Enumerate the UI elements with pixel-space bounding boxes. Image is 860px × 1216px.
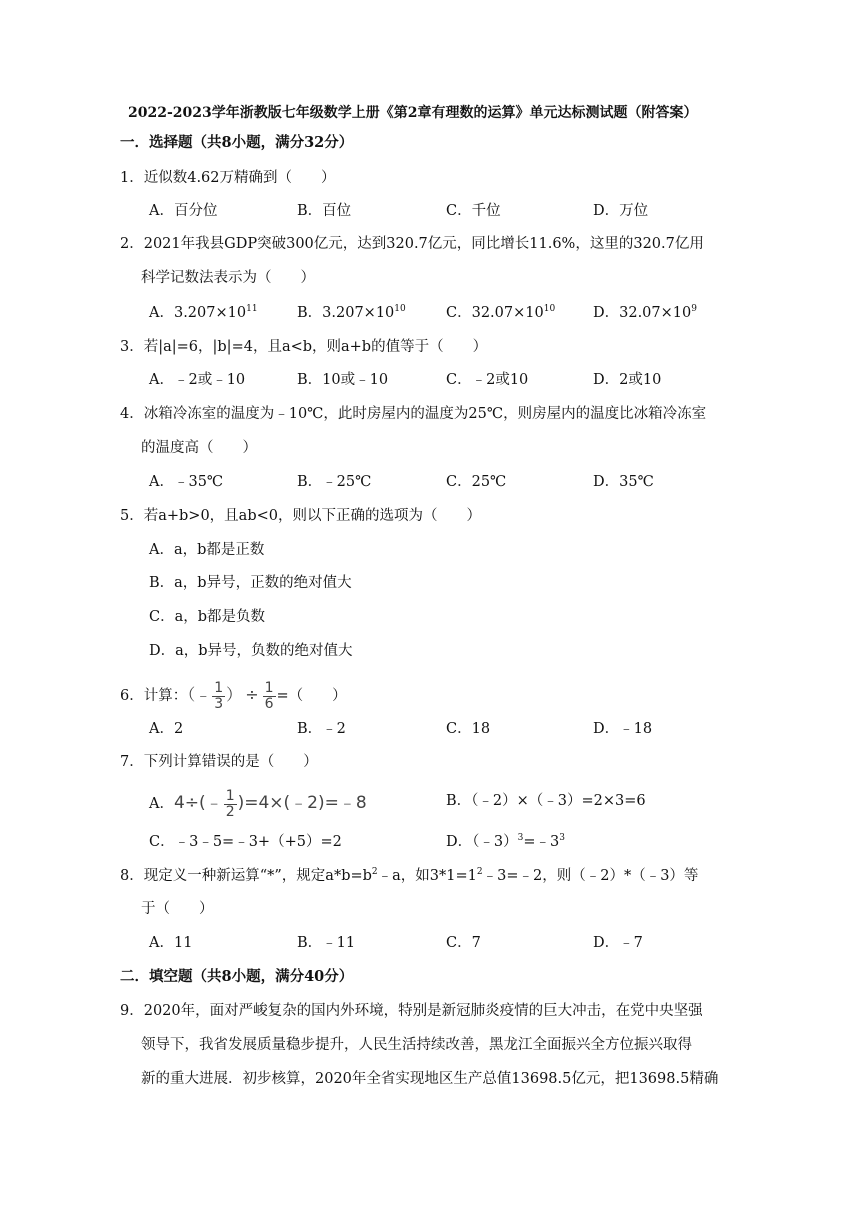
q6-option-c: C．18 [446,721,491,737]
q5-option-b: B．a，b异号，正数的绝对值大 [149,575,352,591]
q3-option-d: D．2或10 [593,372,662,388]
q4-option-b: B．﹣25℃ [297,474,372,490]
q5-option-c: C．a，b都是负数 [149,609,266,625]
q2-stem-line2: 科学记数法表示为（ ） [141,270,315,286]
q3-stem: 3．若|a|=6，|b|=4，且a<b，则a+b的值等于（ ） [120,339,488,355]
q2-option-a: A．$3.207\times 10^{11}$ [149,304,258,321]
q7-option-b: B．（﹣2）×（﹣3）=2×3=6 [446,793,646,809]
q7-option-c: C．﹣3﹣5=﹣3+（+5）=2 [149,834,342,850]
section-heading-choice: 一．选择题（共8小题，满分32分） [120,134,354,151]
q4-option-c: C．25℃ [446,474,507,490]
q6-option-b: B．﹣2 [297,721,346,737]
q1-option-d: D．万位 [593,203,649,219]
q4-stem-line1: 4．冰箱冷冻室的温度为﹣10℃，此时房屋内的温度为25℃，则房屋内的温度比冰箱冷冻室 [120,406,707,422]
q4-option-a: A．﹣35℃ [149,474,224,490]
q3-option-a: A．﹣2或﹣10 [149,372,246,388]
q2-option-b: B．$3.207\times 10^{10}$ [297,304,406,321]
fraction-one-half: $\frac{1}{2}$ [225,787,235,820]
q2-option-c: C．$32.07\times 10^{10}$ [446,304,556,321]
q2-stem-line1: 2．2021年我县GDP突破300亿元，达到320.7亿元，同比增长11.6%，这里的320.7亿用 [120,236,704,252]
q3-option-b: B．10或﹣10 [297,372,389,388]
q6-stem: 6．计算：（﹣ $\frac{1}{3}$ ） ÷ $\frac{1}{6}$ =（ ） [120,679,347,712]
q8-option-d: D．﹣7 [593,935,643,951]
q8-stem-line2: 于（ ） [141,901,214,917]
section-heading-fill-in: 二．填空题（共8小题，满分40分） [120,968,354,985]
q8-stem-line1: 8．现定义一种新运算“*”，规定$a*b=b^2﹣a$，如$3*1=1^2﹣3=﹣2$，则（﹣2）*（﹣3）等 [120,867,699,884]
q1-stem: 1．近似数4.62万精确到（ ） [120,170,336,186]
q8-option-b: B．﹣11 [297,935,356,951]
fraction-one-third: $\frac{1}{3}$ [214,679,224,712]
q4-stem-line2: 的温度高（ ） [141,440,257,456]
q5-option-a: A．a，b都是正数 [149,542,265,558]
q9-line3: 新的重大进展．初步核算，2020年全省实现地区生产总值13698.5亿元，把13698.5精确 [141,1071,719,1087]
q8-option-c: C．7 [446,935,481,951]
q1-option-b: B．百位 [297,203,352,219]
q9-line2: 领导下，我省发展质量稳步提升，人民生活持续改善，黑龙江全面振兴全方位振兴取得 [141,1037,692,1053]
q2-option-d: D．$32.07\times 10^9$ [593,304,697,321]
q7-stem: 7．下列计算错误的是（ ） [120,754,318,770]
q5-option-d: D．a，b异号，负数的绝对值大 [149,643,353,659]
q5-stem: 5．若a+b>0，且ab<0，则以下正确的选项为（ ） [120,508,481,524]
q7-option-d: D．$(﹣3)^3=﹣3^3$ [446,833,565,850]
q4-option-d: D．35℃ [593,474,654,490]
q6-option-d: D．﹣18 [593,721,653,737]
q6-option-a: A．2 [149,721,184,737]
q1-option-a: A．百分位 [149,203,218,219]
q1-option-c: C．千位 [446,203,501,219]
fraction-one-sixth: $\frac{1}{6}$ [264,679,274,712]
q3-option-c: C．﹣2或10 [446,372,529,388]
q9-line1: 9．2020年，面对严峻复杂的国内外环境，特别是新冠肺炎疫情的巨大冲击，在党中央坚强 [120,1003,703,1019]
q7-option-a: A．4÷(﹣ $\frac{1}{2}$ )=4×(﹣2)=﹣8 [149,787,367,820]
q8-option-a: A．11 [149,935,193,951]
document-title: 2022-2023学年浙教版七年级数学上册《第2章有理数的运算》单元达标测试题（附答案） [128,105,698,121]
